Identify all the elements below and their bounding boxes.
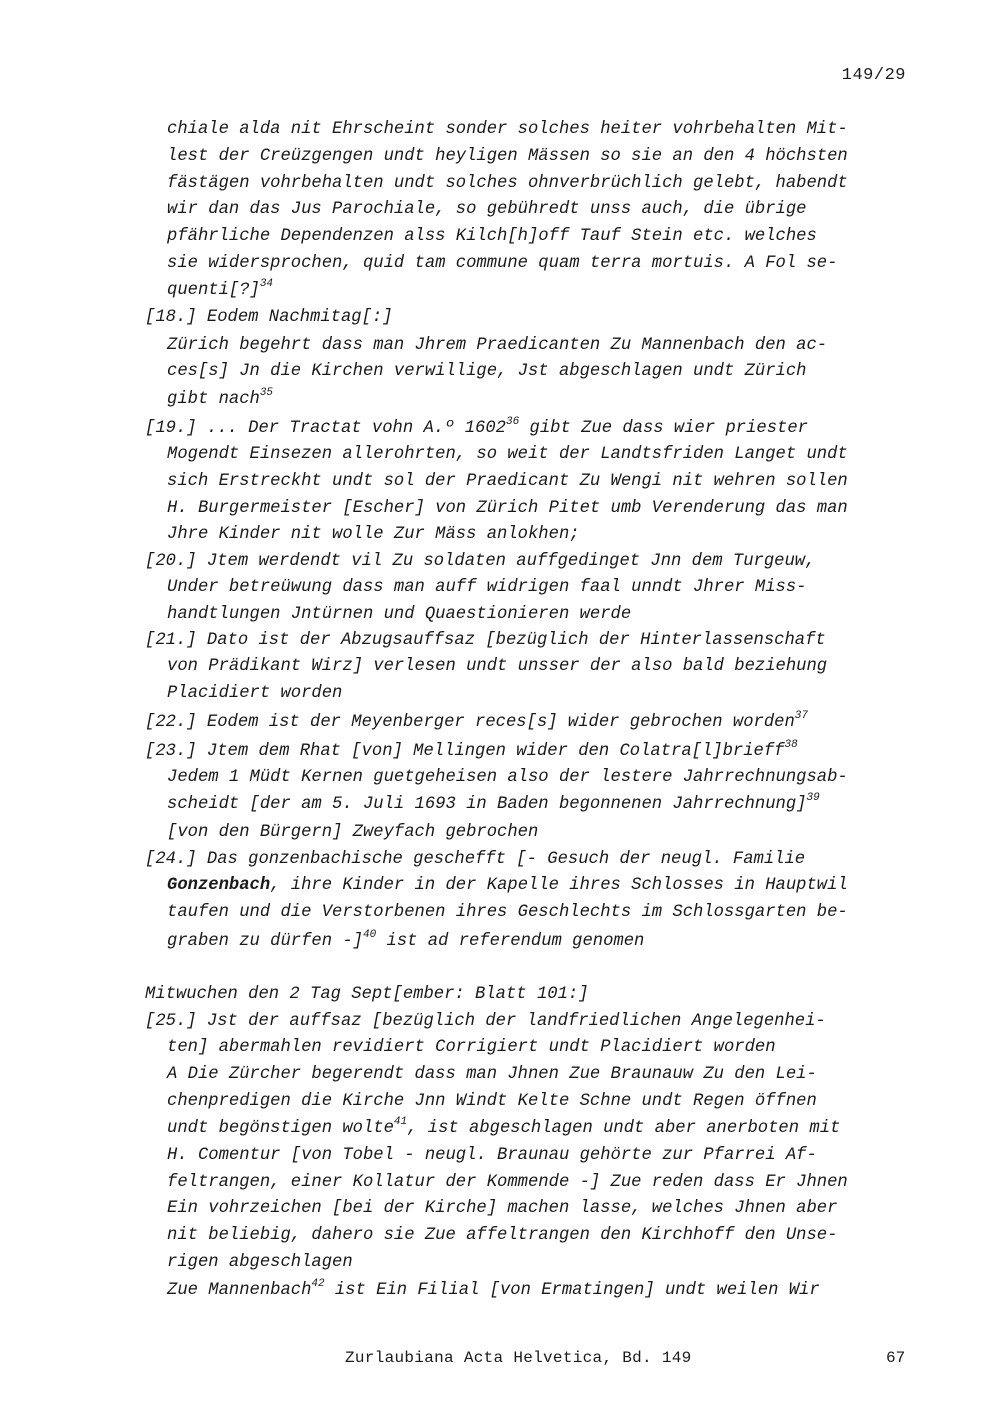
- line-text: scheidt [der am 5. Juli 1693 in Baden begonnenen Jahrrechnung]: [167, 795, 807, 814]
- line-text: undt begönstigen wolte: [167, 1119, 394, 1138]
- bold-name: Gonzenbach: [167, 876, 271, 895]
- text-line: [145, 739, 798, 761]
- line-text: Zue Mannenbach: [167, 1281, 312, 1300]
- text-line: [167, 769, 848, 786]
- text-line: [167, 1039, 776, 1056]
- text-line: [145, 710, 808, 732]
- line-text-continued: ist Ein Filial [von Ermatingen] undt weilen Wir: [324, 1281, 820, 1300]
- page-reference: 149/29: [841, 66, 906, 85]
- line-text: Mogendt Einsezen allerohrten, so weit der Landtsfriden Langet undt: [167, 445, 848, 464]
- line-text-continued: , ihre Kinder in der Kapelle ihres Schlosses in Hauptwil: [270, 876, 848, 895]
- text-line: [167, 929, 645, 951]
- line-text: [25.] Jst der auffsaz [bezüglich der landfriedlichen Angelegenhei-: [145, 1012, 826, 1031]
- line-text: sie widersprochen, quid tam commune quam terra mortuis. A Fol se-: [167, 254, 838, 273]
- line-text: fästägen vohrbehalten undt solches ohnverbrüchlich gelebt, habendt: [167, 174, 848, 193]
- text-line: [167, 1227, 837, 1244]
- text-line: [145, 1013, 826, 1030]
- text-line: [145, 851, 805, 868]
- footnote-marker: 34: [259, 278, 274, 290]
- line-text: ces[s] Jn die Kirchen verwillige, Jst abgeschlagen undt Zürich: [167, 362, 807, 381]
- line-text: [von den Bürgern] Zweyfach gebrochen: [167, 823, 539, 842]
- line-text: A Die Zürcher begerendt dass man Jhnen Zue Braunauw Zu den Lei-: [167, 1065, 817, 1084]
- line-text: Ein vohrzeichen [bei der Kirche] machen lasse, welches Jhnen aber: [167, 1199, 838, 1218]
- footnote-marker: 39: [806, 792, 820, 804]
- text-line: [167, 1254, 353, 1271]
- footnote-marker: 35: [259, 387, 274, 399]
- text-line: [145, 309, 393, 326]
- line-text: ten] abermahlen revidiert Corrigiert undt Placidiert worden: [167, 1038, 776, 1057]
- line-text: quenti[?]: [167, 281, 260, 300]
- line-text: [19.] ... Der Tractat vohn A.º 1602: [145, 419, 506, 438]
- line-text: Placidiert worden: [167, 684, 343, 703]
- text-line: [167, 121, 848, 138]
- line-text: H. Comentur [von Tobel - neugl. Braunau gehörte zur Pfarrei Af-: [167, 1146, 817, 1165]
- line-text: von Prädikant Wirz] verlesen undt unsser der also bald beziehung: [167, 657, 828, 676]
- text-line: [167, 1147, 817, 1164]
- line-text: [21.] Dato ist der Abzugsauffsaz [bezüglich der Hinterlassenschaft: [145, 631, 826, 650]
- text-line: [167, 606, 631, 623]
- line-text-continued: ist ad referendum genomen: [376, 932, 645, 951]
- line-text: Under betreüwung dass man auff widrigen faal unndt Jhrer Miss-: [167, 578, 807, 597]
- footnote-marker: 38: [784, 739, 798, 751]
- text-line: [167, 685, 342, 702]
- line-text: sich Erstreckht undt sol der Praedicant Zu Wengi nit wehren sollen: [167, 472, 848, 491]
- footnote-marker: 42: [311, 1278, 325, 1290]
- footer-page-number: 67: [886, 1349, 906, 1367]
- text-line: [167, 175, 848, 192]
- line-text: wir dan das Jus Parochiale, so gebühredt unss auch, die übrige: [167, 200, 807, 219]
- line-text: feltrangen, einer Kollatur der Kommende -] Zue reden dass Er Jhnen: [167, 1173, 848, 1192]
- text-line: [167, 363, 806, 380]
- text-line: [167, 1174, 848, 1191]
- line-text: graben zu dürfen -]: [167, 932, 363, 951]
- text-line: [167, 904, 848, 921]
- line-text: Zürich begehrt dass man Jhrem Praedicanten Zu Mannenbach den ac-: [167, 336, 828, 355]
- text-line: [167, 658, 827, 675]
- line-text: [18.] Eodem Nachmitag[:]: [145, 308, 393, 327]
- line-text: taufen und die Verstorbenen ihres Geschlechts im Schlossgarten be-: [167, 903, 848, 922]
- text-line: [145, 553, 815, 570]
- text-line: [167, 1066, 817, 1083]
- line-text: gibt nach: [167, 390, 260, 409]
- line-text: [20.] Jtem werdendt vil Zu soldaten auffgedinget Jnn dem Turgeuw,: [145, 552, 816, 571]
- text-line: [167, 148, 848, 165]
- footnote-marker: 36: [506, 416, 520, 428]
- text-line: [167, 228, 817, 245]
- line-text: rigen abgeschlagen: [167, 1253, 353, 1272]
- line-text: Jhre Kinder nit wolle Zur Mäss anlokhen;: [167, 525, 580, 544]
- line-text: handtlungen Jntürnen und Quaestionieren werde: [167, 605, 632, 624]
- text-line: [167, 877, 848, 894]
- line-text: [23.] Jtem dem Rhat [von] Mellingen wider den Colatra[l]brieff: [145, 742, 785, 761]
- line-text: pfährliche Dependenzen alss Kilch[h]off Tauf Stein etc. welches: [167, 227, 817, 246]
- text-line: [167, 387, 274, 409]
- line-text-continued: , ist abgeschlagen undt aber anerboten mit: [407, 1119, 841, 1138]
- line-text: H. Burgermeister [Escher] von Zürich Pitet umb Verenderung das man: [167, 499, 848, 518]
- text-line: [167, 446, 848, 463]
- text-line: [167, 337, 827, 354]
- text-line: [167, 473, 848, 490]
- line-text: Jedem 1 Müdt Kernen guetgeheisen also der lestere Jahrrechnungsab-: [167, 768, 848, 787]
- footnote-marker: 41: [393, 1116, 408, 1128]
- text-line: [167, 278, 274, 300]
- line-text: chiale alda nit Ehrscheint sonder solches heiter vohrbehalten Mit-: [167, 120, 848, 139]
- footer-title: Zurlaubiana Acta Helvetica, Bd. 149: [345, 1349, 692, 1367]
- text-line: [167, 500, 848, 517]
- text-line: [145, 986, 589, 1003]
- line-text: lest der Creüzgengen undt heyligen Mässen so sie an den 4 höchsten: [167, 147, 848, 166]
- line-text: Mitwuchen den 2 Tag Sept[ember: Blatt 101:]: [145, 985, 589, 1004]
- text-line: [167, 201, 806, 218]
- text-line: [167, 579, 806, 596]
- text-line: [167, 255, 837, 272]
- text-line: [145, 632, 826, 649]
- line-text: [22.] Eodem ist der Meyenberger reces[s] wider gebrochen worden: [145, 713, 795, 732]
- text-line: [167, 1093, 817, 1110]
- footnote-marker: 40: [362, 929, 377, 941]
- text-line: [167, 1200, 837, 1217]
- text-line: [167, 526, 580, 543]
- line-text: [24.] Das gonzenbachische geschefft [- Gesuch der neugl. Familie: [145, 850, 806, 869]
- text-line: [167, 1116, 841, 1138]
- text-line: [167, 1278, 820, 1300]
- footnote-marker: 37: [794, 710, 808, 722]
- text-line: [167, 824, 538, 841]
- text-line: [167, 792, 820, 814]
- text-line: [145, 416, 809, 438]
- line-text: nit beliebig, dahero sie Zue affeltrangen den Kirchhoff den Unse-: [167, 1226, 838, 1245]
- line-text-continued: gibt Zue dass wier priester: [519, 419, 809, 438]
- line-text: chenpredigen die Kirche Jnn Windt Kelte Schne undt Regen öffnen: [167, 1092, 817, 1111]
